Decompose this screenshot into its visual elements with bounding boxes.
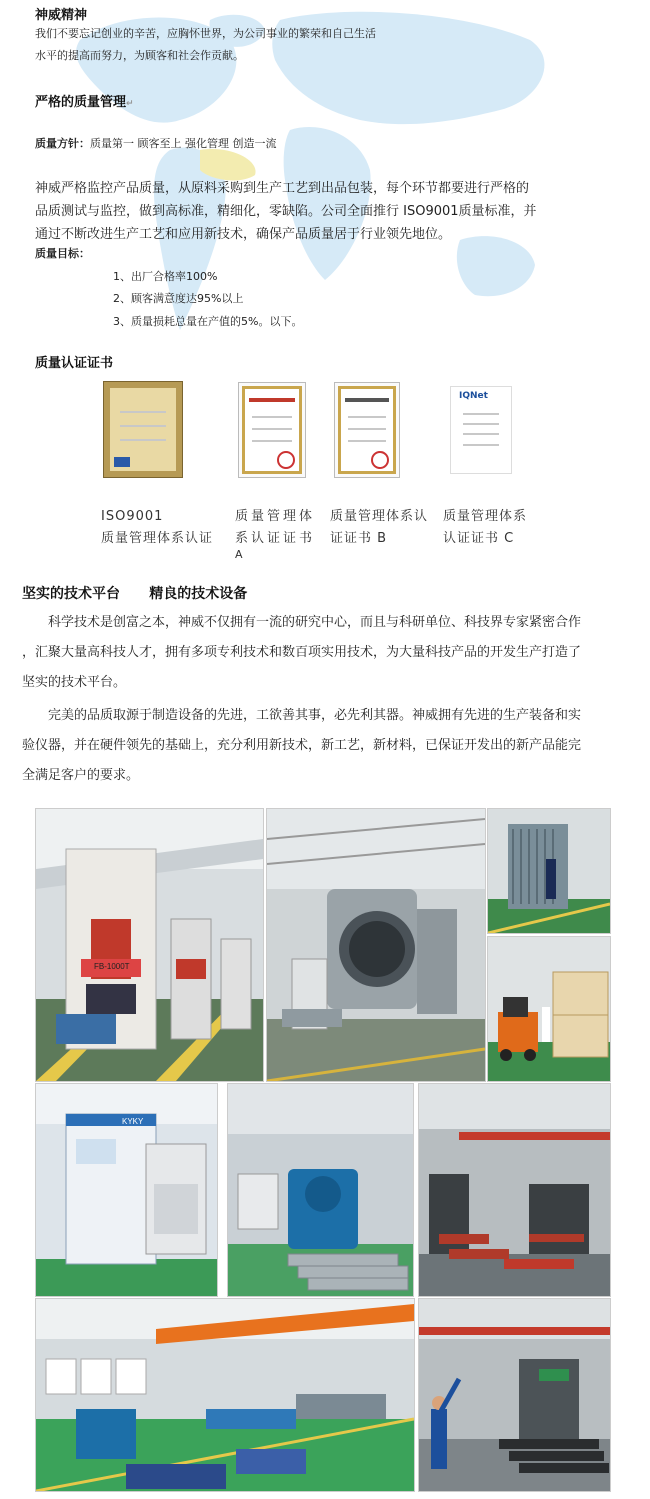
certs-title: 质量认证证书 — [35, 356, 114, 371]
quality-policy-label: 质量方针： — [35, 137, 90, 150]
spirit-line-2: 水平的提高而努力，为顾客和社会作贡献。 — [35, 49, 244, 62]
tech-p2-line-2: 验仪器，并在硬件领先的基础上，充分利用新技术，新工艺，新材料，已保证开发出的新产品能完 — [22, 738, 582, 753]
kyky-label: KYKY — [122, 1117, 144, 1126]
tech-p2-line-3: 全满足客户的要求。 — [22, 768, 140, 783]
certificate-image-b — [334, 382, 400, 478]
spirit-title: 神威精神 — [35, 8, 88, 23]
factory-photo-plate-exchanger — [487, 808, 611, 934]
factory-photo-workshop-crane — [418, 1083, 611, 1297]
press-label: FB-1000T — [94, 962, 130, 971]
quality-desc-line-3: 通过不断改进生产工艺和应用新技术，确保产品质量居于行业领先地位。 — [35, 227, 452, 242]
cert-caption-3 — [330, 506, 428, 550]
quality-goal-3: 3、质量损耗总量在产值的5%。以下。 — [113, 315, 303, 328]
quality-desc-line-2: 品质测试与监控，做到高标准，精细化，零缺陷。公司全面推行 ISO9001质量标准，并 — [35, 204, 537, 219]
cert-logo-icon — [114, 457, 130, 467]
tech-p2-line-1: 完美的品质取源于制造设备的先进，工欲善其事，必先利其器。神威拥有先进的生产装备和实 — [22, 708, 582, 723]
quality-goals-label: 质量目标： — [35, 247, 90, 260]
red-seal-icon — [371, 451, 389, 469]
cert-caption-3-line-2: 证证书 B — [330, 531, 388, 546]
spirit-line-1: 我们不要忘记创业的辛苦，应胸怀世界，为公司事业的繁荣和自己生活 — [35, 27, 376, 40]
certificate-image-a — [238, 382, 306, 478]
factory-photo-warehouse-forklift — [487, 936, 611, 1082]
iqnet-logo: IQNet — [459, 391, 488, 401]
cert-caption-4 — [443, 506, 527, 550]
red-seal-icon — [277, 451, 295, 469]
quality-goal-2: 2、顾客满意度达95%以上 — [113, 292, 244, 305]
cert-caption-2-line-3: A — [235, 548, 246, 561]
tech-p1-line-2: ，汇聚大量高科技人才，拥有多项专利技术和数百项实用技术，为大量科技产品的开发生产打造了 — [22, 645, 582, 660]
cert-caption-1-line-2: 质量管理体系认证 — [101, 531, 214, 546]
cert-caption-2 — [235, 506, 315, 560]
factory-photo-hydraulic-press — [35, 808, 264, 1082]
paragraph-mark-icon: ↵ — [126, 99, 134, 109]
quality-policy-text: 质量第一 顾客至上 强化管理 创造一流 — [90, 137, 277, 150]
certificate-image-iso9001 — [103, 381, 183, 478]
factory-photo-blue-machine — [227, 1083, 414, 1297]
cert-caption-4-line-1: 质量管理体系 — [443, 509, 528, 524]
factory-photo-assembly-hall — [35, 1298, 415, 1492]
quality-policy — [35, 134, 277, 154]
factory-photo-vacuum-furnace — [266, 808, 486, 1082]
quality-desc-line-1: 神威严格监控产品质量，从原料采购到生产工艺到出品包装，每个环节都要进行严格的 — [35, 181, 530, 196]
cert-caption-1-line-1: ISO9001 — [101, 509, 164, 524]
tech-p1-line-3: 坚实的技术平台。 — [22, 675, 127, 690]
cert-caption-1 — [101, 506, 213, 550]
quality-title — [35, 91, 134, 110]
factory-photo-workshop-worker — [418, 1298, 611, 1492]
cert-caption-2-line-2: 系认证证书 — [235, 531, 316, 546]
cert-caption-3-line-1: 质量管理体系认 — [330, 509, 429, 524]
tech-p1-line-1: 科学技术是创富之本，神威不仅拥有一流的研究中心，而且与科研单位、科技界专家紧密合作 — [22, 615, 582, 630]
tech-title: 坚实的技术平台 精良的技术设备 — [22, 586, 248, 602]
quality-title-text: 严格的质量管理 — [35, 95, 127, 110]
cert-caption-2-line-1: 质量管理体 — [235, 509, 316, 524]
quality-goal-1: 1、出厂合格率100% — [113, 270, 218, 283]
certificate-image-c — [450, 386, 512, 474]
factory-photo-kyky-equipment — [35, 1083, 218, 1297]
cert-caption-4-line-2: 认证证书 C — [443, 531, 515, 546]
